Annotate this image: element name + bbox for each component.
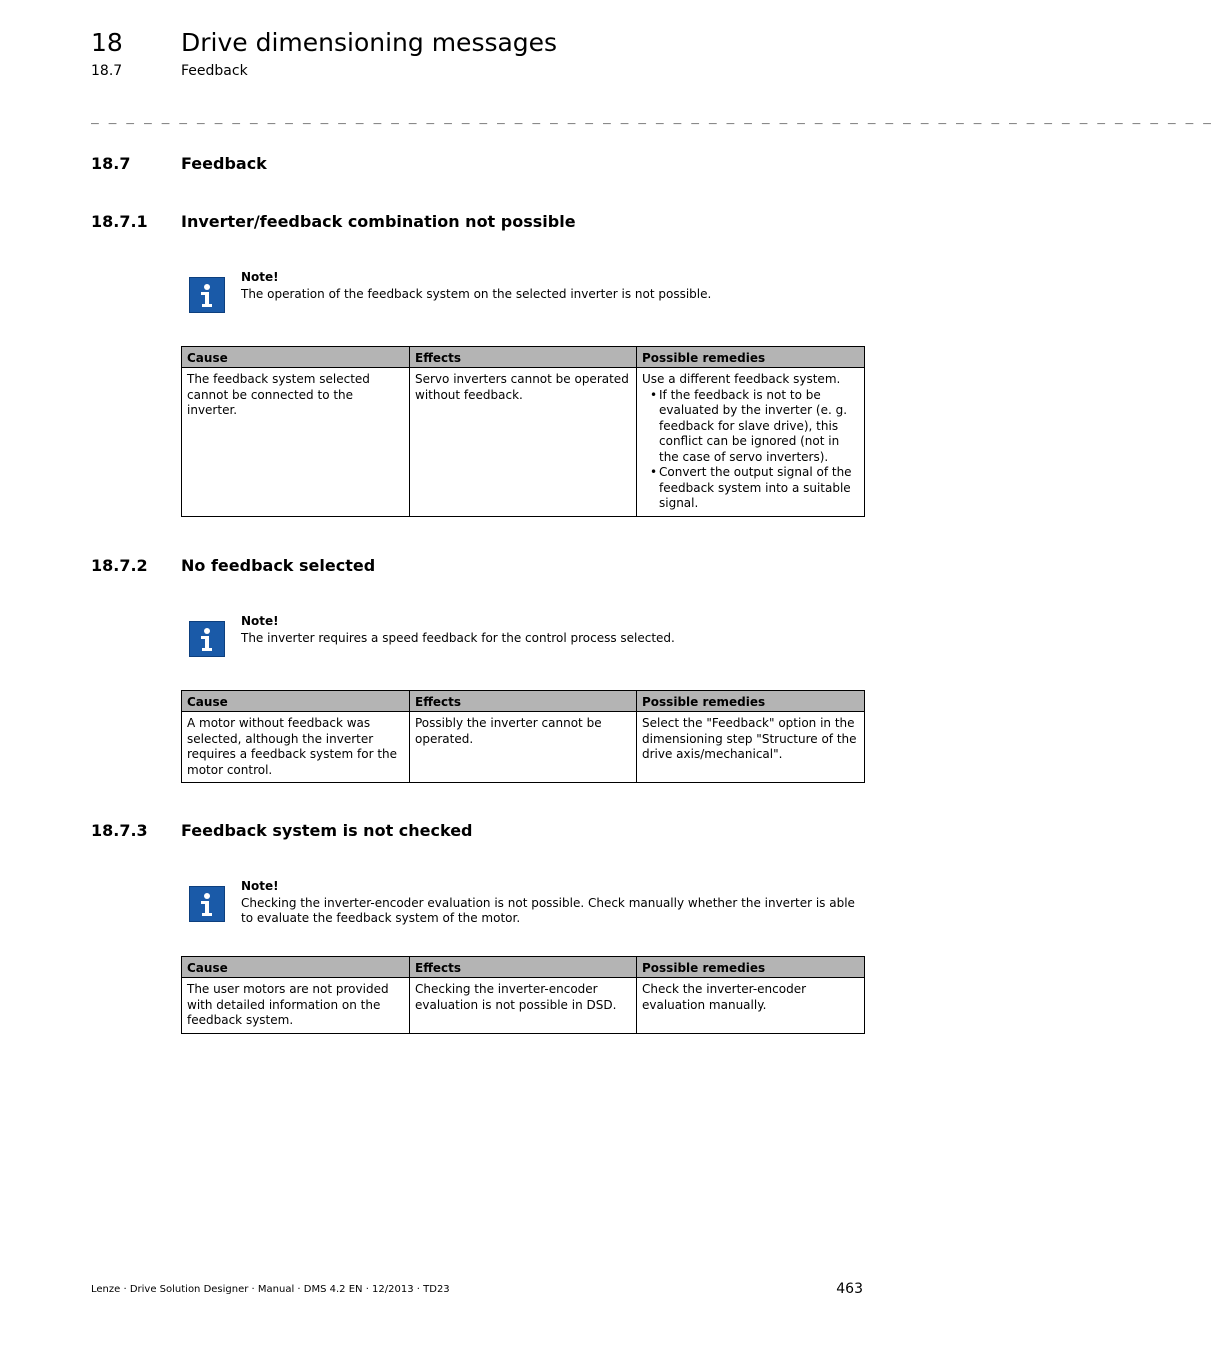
header-separator: _ _ _ _ _ _ _ _ _ _ _ _ _ _ _ _ _ _ _ _ _ _ _ _ _ _ _ _ _ _ _ _ _ _ _ _ _ _ _ _ _ _ _ _ _ _ _ _ _ _ _ _ _ _ _ _ _ _ _ _ _ _ _ _ — [91, 110, 1212, 125]
subsection-title: Feedback system is not checked — [181, 821, 473, 840]
list-item: • If the feedback is not to be evaluated by the inverter (e. g. feedback for slave drive), this conflict can be ignored (not in the case of servo inverters). — [659, 388, 859, 466]
subsection-number: 18.7.1 — [91, 212, 148, 231]
note-title: Note! — [241, 270, 279, 284]
remedies-cell: Select the "Feedback" option in the dimensioning step "Structure of the drive axis/mechanical". — [637, 712, 865, 783]
message-table — [181, 346, 865, 517]
column-header-cause: Cause — [182, 691, 410, 712]
list-item: • Convert the output signal of the feedback system into a suitable signal. — [659, 465, 859, 512]
message-table — [181, 690, 865, 783]
remedies-intro: Use a different feedback system. — [642, 372, 841, 386]
cause-cell: A motor without feedback was selected, although the inverter requires a feedback system for the motor control. — [182, 712, 410, 783]
effects-cell: Possibly the inverter cannot be operated. — [410, 712, 637, 783]
page-number: 463 — [836, 1281, 863, 1297]
section-title: Feedback — [181, 154, 267, 173]
remedies-cell: Check the inverter-encoder evaluation manually. — [637, 978, 865, 1034]
table-row — [182, 368, 865, 517]
column-header-cause: Cause — [182, 957, 410, 978]
column-header-remedies: Possible remedies — [637, 957, 865, 978]
subsection-title: Inverter/feedback combination not possible — [181, 212, 576, 231]
table-row — [182, 978, 865, 1034]
cause-cell: The feedback system selected cannot be connected to the inverter. — [182, 368, 410, 517]
footer-text: Lenze · Drive Solution Designer · Manual · DMS 4.2 EN · 12/2013 · TD23 — [91, 1284, 450, 1295]
note-text: The operation of the feedback system on the selected inverter is not possible. — [241, 287, 712, 301]
subsection-title: No feedback selected — [181, 556, 376, 575]
note-title: Note! — [241, 879, 279, 893]
column-header-cause: Cause — [182, 347, 410, 368]
note-text: The inverter requires a speed feedback for the control process selected. — [241, 631, 675, 645]
header-section-number: 18.7 — [91, 63, 123, 79]
column-header-remedies: Possible remedies — [637, 691, 865, 712]
note-title: Note! — [241, 614, 279, 628]
chapter-title: Drive dimensioning messages — [181, 28, 558, 57]
remedies-cell — [637, 368, 865, 517]
message-table — [181, 956, 865, 1034]
column-header-effects: Effects — [410, 691, 637, 712]
remedies-list — [642, 388, 859, 512]
column-header-effects: Effects — [410, 957, 637, 978]
chapter-number: 18 — [91, 28, 123, 57]
table-row — [182, 712, 865, 783]
subsection-number: 18.7.3 — [91, 821, 148, 840]
column-header-effects: Effects — [410, 347, 637, 368]
column-header-remedies: Possible remedies — [637, 347, 865, 368]
header-section-title: Feedback — [181, 63, 248, 79]
note-text: Checking the inverter-encoder evaluation is not possible. Check manually whether the inverter is able to evaluate the feedback system of the motor. — [241, 896, 855, 925]
section-number: 18.7 — [91, 154, 131, 173]
effects-cell: Checking the inverter-encoder evaluation is not possible in DSD. — [410, 978, 637, 1034]
info-icon — [189, 277, 225, 313]
info-icon — [189, 621, 225, 657]
effects-cell: Servo inverters cannot be operated without feedback. — [410, 368, 637, 517]
subsection-number: 18.7.2 — [91, 556, 148, 575]
info-icon — [189, 886, 225, 922]
cause-cell: The user motors are not provided with detailed information on the feedback system. — [182, 978, 410, 1034]
